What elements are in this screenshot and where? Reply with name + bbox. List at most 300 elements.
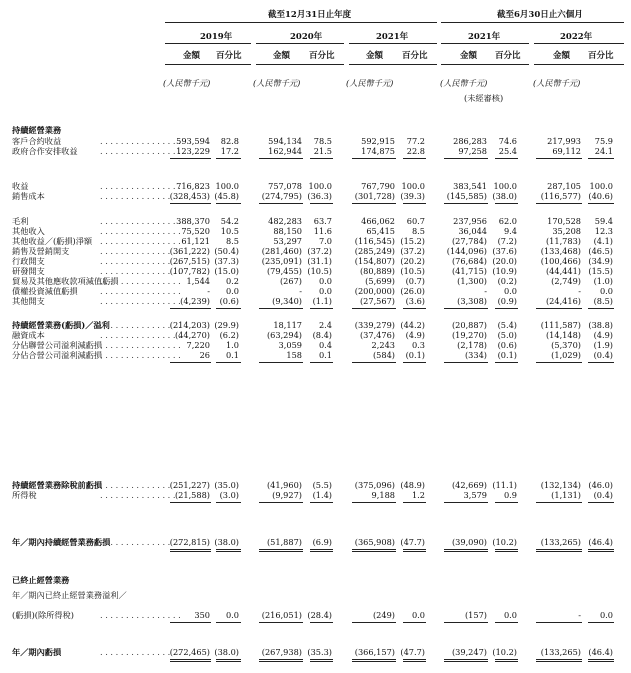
amount-cell: (214,203) [169, 320, 210, 330]
subtotal-rule [588, 622, 614, 623]
amount-cell: (37,476) [359, 330, 395, 340]
table-row [0, 256, 631, 266]
percent-column-heading: 百分比 [495, 51, 521, 61]
subheader-rule-2021 [349, 64, 437, 65]
percent-cell: (38.0) [492, 191, 517, 201]
subheader-rule-2019 [165, 64, 251, 65]
currency-unit-note: (人民幣千元) [440, 78, 488, 88]
amount-cell: (1,131) [551, 490, 581, 500]
amount-cell: (1,300) [457, 276, 487, 286]
percent-cell: 0.0 [411, 610, 425, 620]
subtotal-rule [170, 203, 211, 204]
row-label: 貿易及其他應收款項減值虧損 [12, 276, 119, 286]
percent-cell: (50.4) [214, 246, 239, 256]
total-double-rule [170, 549, 211, 552]
table-row [0, 191, 631, 201]
row-label: 年／期內持續經營業務虧損 [12, 537, 111, 547]
amount-cell: (5,699) [365, 276, 395, 286]
row-label: 融資成本 [12, 330, 45, 340]
percent-cell: (37.2) [400, 246, 425, 256]
subtotal-rule [352, 203, 396, 204]
amount-cell: (133,265) [540, 647, 581, 657]
percent-cell: (37.6) [492, 246, 517, 256]
percent-cell: 21.5 [313, 146, 332, 156]
row-label: 行政開支 [12, 256, 45, 266]
amount-cell: 350 [194, 610, 210, 620]
percent-cell: (1.4) [312, 490, 332, 500]
amount-cell: 158 [286, 350, 302, 360]
percent-cell: 0.1 [318, 350, 332, 360]
row-label: 年／期內虧損 [12, 647, 62, 657]
percent-cell: (29.9) [214, 320, 239, 330]
amount-cell: (301,728) [354, 191, 395, 201]
year-rule-interim-2021 [441, 43, 529, 44]
amount-cell: (3,308) [457, 296, 487, 306]
dot-leader: . . . . . . . . . . . . . . . . [100, 256, 181, 266]
percent-cell: (10.5) [307, 266, 332, 276]
subtotal-rule [216, 158, 241, 159]
row-label: 其他收入 [12, 226, 45, 236]
percent-cell: (11.1) [492, 480, 517, 490]
percent-cell: 78.5 [313, 136, 332, 146]
amount-cell: (80,889) [359, 266, 395, 276]
subtotal-rule [352, 308, 396, 309]
subtotal-rule [444, 622, 488, 623]
amount-cell: (267,938) [261, 647, 302, 657]
amount-cell: (157) [464, 610, 487, 620]
percent-cell: (7.2) [497, 236, 517, 246]
percent-cell: (38.0) [214, 537, 239, 547]
amount-cell: 35,208 [552, 226, 581, 236]
year-rule-2020 [256, 43, 344, 44]
percent-cell: (0.1) [497, 350, 517, 360]
amount-cell: 3,579 [463, 490, 487, 500]
percent-cell: (39.3) [400, 191, 425, 201]
dot-leader: . . . . . . . . . . . . . . . . [100, 236, 181, 246]
continuing-operations-heading: 持續經營業務 [12, 125, 62, 135]
total-double-rule [588, 549, 614, 552]
table-row [0, 226, 631, 236]
table-row [0, 296, 631, 306]
percent-cell: (1.1) [312, 296, 332, 306]
percent-cell: (48.9) [400, 480, 425, 490]
subtotal-rule [259, 203, 303, 204]
percent-cell: 62.0 [498, 216, 517, 226]
amount-cell: 61,121 [181, 236, 210, 246]
amount-cell: (133,468) [540, 246, 581, 256]
percent-cell: 74.6 [498, 136, 517, 146]
amount-cell: (41,960) [266, 480, 302, 490]
amount-cell: 594,134 [268, 136, 302, 146]
subtotal-rule [170, 158, 211, 159]
row-label: 其他開支 [12, 296, 45, 306]
year-2020-heading: 2020年 [290, 32, 323, 42]
percent-cell: (44.2) [400, 320, 425, 330]
row-label: 持續經營業務(虧損)／溢利 [12, 320, 110, 330]
amount-cell: (4,239) [180, 296, 210, 306]
amount-cell: (1,029) [551, 350, 581, 360]
percent-column-heading: 百分比 [588, 51, 614, 61]
amount-cell: 26 [199, 350, 210, 360]
amount-cell: (2,749) [551, 276, 581, 286]
row-label: 分佔聯營公司溢利減虧損 [12, 340, 103, 350]
total-double-rule [259, 549, 303, 552]
percent-cell: (47.7) [400, 647, 425, 657]
amount-cell: (44,270) [174, 330, 210, 340]
percent-cell: 0.0 [503, 286, 517, 296]
row-label: 銷售成本 [12, 191, 45, 201]
dot-leader: . . . . . . . . . . . . . . . . [100, 136, 181, 146]
total-double-rule [588, 659, 614, 662]
subtotal-rule [310, 203, 333, 204]
amount-cell: (328,453) [169, 191, 210, 201]
total-double-rule [352, 549, 396, 552]
amount-cell: - [578, 610, 581, 620]
annual-heading-rule [165, 22, 437, 23]
amount-cell: 286,283 [453, 136, 487, 146]
row-label: 客戶合約收益 [12, 136, 62, 146]
percent-cell: (28.4) [307, 610, 332, 620]
amount-cell: (9,927) [272, 490, 302, 500]
subtotal-rule [536, 362, 582, 363]
percent-cell: 0.1 [225, 350, 239, 360]
subtotal-rule [170, 622, 211, 623]
subtotal-rule [310, 502, 333, 503]
dot-leader: . . . . . . . . . . . . . . . . [100, 216, 181, 226]
percent-cell: (8.4) [312, 330, 332, 340]
subtotal-rule [444, 203, 488, 204]
amount-column-heading: 金額 [460, 51, 478, 61]
amount-cell: 3,059 [278, 340, 302, 350]
amount-cell: 75,520 [181, 226, 210, 236]
percent-cell: 100.0 [493, 181, 517, 191]
table-row [0, 490, 631, 500]
amount-cell: (334) [464, 350, 487, 360]
percent-cell: (5.5) [312, 480, 332, 490]
percent-cell: 60.7 [406, 216, 425, 226]
amount-cell: (63,294) [266, 330, 302, 340]
percent-cell: (1.9) [593, 340, 613, 350]
row-label: 研發開支 [12, 266, 45, 276]
interim-2022-heading: 2022年 [560, 32, 593, 42]
amount-cell: (251,227) [169, 480, 210, 490]
percent-cell: (0.1) [405, 350, 425, 360]
percent-cell: 100.0 [215, 181, 239, 191]
dot-leader: . . . . . . . . . . . . . . . . [100, 226, 181, 236]
amount-cell: (42,669) [451, 480, 487, 490]
table-row [0, 146, 631, 156]
percent-cell: (5.0) [497, 330, 517, 340]
dot-leader: . . . . . . . . . . . . . . . . [100, 286, 181, 296]
interim-heading-rule [441, 22, 624, 23]
subtotal-rule [495, 622, 518, 623]
subtotal-rule [444, 158, 488, 159]
subtotal-rule [403, 622, 426, 623]
amount-cell: (79,455) [266, 266, 302, 276]
percent-cell: (0.2) [497, 276, 517, 286]
percent-cell: (40.6) [588, 191, 613, 201]
amount-cell: - [578, 286, 581, 296]
subtotal-rule [495, 502, 518, 503]
percent-cell: 0.0 [225, 286, 239, 296]
percent-cell: 0.0 [225, 610, 239, 620]
amount-cell: 88,150 [273, 226, 302, 236]
subtotal-rule [444, 502, 488, 503]
total-double-rule [495, 659, 518, 662]
subtotal-rule [216, 203, 241, 204]
percent-cell: 0.9 [503, 490, 517, 500]
percent-cell: (20.0) [492, 256, 517, 266]
percent-cell: 7.0 [318, 236, 332, 246]
amount-cell: 53,297 [273, 236, 302, 246]
amount-cell: (145,585) [446, 191, 487, 201]
amount-cell: (339,279) [354, 320, 395, 330]
percent-cell: (0.4) [593, 350, 613, 360]
total-double-rule [403, 549, 426, 552]
percent-cell: (4.9) [593, 330, 613, 340]
total-double-rule [536, 549, 582, 552]
amount-cell: (100,466) [540, 256, 581, 266]
percent-cell: (37.2) [307, 246, 332, 256]
subtotal-rule [588, 502, 614, 503]
dot-leader: . . . . . . . . . . . . . . . . [100, 647, 181, 657]
amount-column-heading: 金額 [273, 51, 291, 61]
dot-leader: . . . . . . . . . . . . . . . . [100, 350, 181, 360]
table-row [0, 276, 631, 286]
year-2021-heading: 2021年 [376, 32, 409, 42]
currency-unit-note: (人民幣千元) [253, 78, 301, 88]
amount-cell: 36,044 [458, 226, 487, 236]
amount-cell: (216,051) [261, 610, 302, 620]
table-row [0, 266, 631, 276]
table-row [0, 246, 631, 256]
percent-cell: 17.2 [220, 146, 239, 156]
amount-cell: (274,795) [261, 191, 302, 201]
percent-cell: 59.4 [594, 216, 613, 226]
amount-cell: 2,243 [371, 340, 395, 350]
percent-cell: 10.5 [220, 226, 239, 236]
subtotal-rule [588, 158, 614, 159]
percent-cell: (34.9) [588, 256, 613, 266]
amount-cell: (365,908) [354, 537, 395, 547]
subtotal-rule [588, 203, 614, 204]
percent-cell: (10.9) [492, 266, 517, 276]
subtotal-rule [259, 502, 303, 503]
discontinued-operations-heading: 已終止經營業務 [12, 575, 70, 585]
percent-cell: 2.4 [318, 320, 332, 330]
subtotal-rule [259, 308, 303, 309]
amount-cell: (24,416) [545, 296, 581, 306]
percent-cell: (3.0) [219, 490, 239, 500]
amount-cell: (11,783) [545, 236, 581, 246]
percent-column-heading: 百分比 [309, 51, 335, 61]
subtotal-rule [403, 203, 426, 204]
percent-cell: (15.0) [214, 266, 239, 276]
dot-leader: . . . . . . . . . . . . . . . . [100, 191, 181, 201]
percent-cell: 1.2 [411, 490, 425, 500]
amount-cell: (154,807) [354, 256, 395, 266]
subtotal-rule [495, 362, 518, 363]
annual-period-heading: 截至12月31日止年度 [268, 10, 352, 20]
amount-cell: (39,090) [451, 537, 487, 547]
subtotal-rule [352, 158, 396, 159]
subtotal-rule [495, 308, 518, 309]
subtotal-rule [259, 158, 303, 159]
interim-period-heading: 截至6月30日止六個月 [497, 10, 583, 20]
percent-cell: (0.6) [497, 340, 517, 350]
dot-leader: . . . . . . . . . . . . . . . . [100, 266, 181, 276]
percent-cell: (31.1) [307, 256, 332, 266]
percent-cell: (20.2) [400, 256, 425, 266]
subheader-rule-2020 [256, 64, 344, 65]
percent-cell: (0.4) [593, 490, 613, 500]
year-rule-2019 [165, 43, 251, 44]
amount-cell: 162,944 [268, 146, 302, 156]
amount-cell: (9,340) [272, 296, 302, 306]
row-label: 銷售及營銷開支 [12, 246, 70, 256]
dot-leader: . . . . . . . . . . . . . . . . [100, 246, 181, 256]
dot-leader: . . . . . . . . . . . . . . . . [100, 480, 181, 490]
amount-cell: (249) [372, 610, 395, 620]
table-row [0, 320, 631, 330]
amount-cell: (19,270) [451, 330, 487, 340]
percent-cell: (26.0) [400, 286, 425, 296]
amount-cell: (39,247) [451, 647, 487, 657]
percent-cell: (15.5) [588, 266, 613, 276]
subheader-rule-interim-2021 [441, 64, 529, 65]
amount-cell: (41,715) [451, 266, 487, 276]
amount-cell: (111,587) [540, 320, 581, 330]
amount-cell: (76,684) [451, 256, 487, 266]
percent-cell: 0.0 [599, 286, 613, 296]
percent-cell: 0.3 [411, 340, 425, 350]
dot-leader: . . . . . . . . . . . . . . . . [100, 537, 181, 547]
table-row [0, 330, 631, 340]
amount-cell: 482,283 [268, 216, 302, 226]
percent-cell: 22.8 [406, 146, 425, 156]
amount-cell: 593,594 [176, 136, 210, 146]
amount-cell: (272,815) [169, 537, 210, 547]
subtotal-rule [536, 158, 582, 159]
amount-cell: 466,062 [361, 216, 395, 226]
amount-cell: (116,545) [354, 236, 395, 246]
subtotal-rule [259, 362, 303, 363]
amount-cell: 383,541 [453, 181, 487, 191]
row-label: 收益 [12, 181, 29, 191]
percent-cell: 75.9 [594, 136, 613, 146]
subtotal-rule [444, 362, 488, 363]
row-label: 所得稅 [12, 490, 37, 500]
amount-cell: (375,096) [354, 480, 395, 490]
percent-cell: 25.4 [498, 146, 517, 156]
row-label: 債權投資減值虧損 [12, 286, 78, 296]
percent-column-heading: 百分比 [216, 51, 242, 61]
amount-cell: (132,134) [540, 480, 581, 490]
subtotal-rule [403, 308, 426, 309]
amount-cell: (144,096) [446, 246, 487, 256]
total-double-rule [444, 659, 488, 662]
amount-cell: (200,000) [354, 286, 395, 296]
amount-cell: (107,782) [169, 266, 210, 276]
amount-cell: 69,112 [552, 146, 581, 156]
table-row [0, 236, 631, 246]
percent-cell: 0.0 [318, 286, 332, 296]
subtotal-rule [536, 203, 582, 204]
total-double-rule [495, 549, 518, 552]
amount-cell: (27,567) [359, 296, 395, 306]
table-row [0, 537, 631, 547]
subtotal-rule [403, 362, 426, 363]
amount-cell: (285,249) [354, 246, 395, 256]
percent-cell: 8.5 [225, 236, 239, 246]
subtotal-rule [259, 622, 303, 623]
amount-cell: 18,117 [273, 320, 302, 330]
subtotal-rule [310, 622, 333, 623]
amount-cell: (5,370) [551, 340, 581, 350]
percent-cell: (0.6) [219, 296, 239, 306]
amount-cell: (584) [372, 350, 395, 360]
amount-cell: 388,370 [176, 216, 210, 226]
dot-leader: . . . . . . . . . . . . . . . . [100, 296, 181, 306]
percent-cell: 24.1 [594, 146, 613, 156]
row-label: 政府合作安排收益 [12, 146, 78, 156]
percent-cell: (38.0) [214, 647, 239, 657]
total-double-rule [216, 659, 241, 662]
amount-cell: (51,887) [266, 537, 302, 547]
row-label: (虧損)(除所得稅) [12, 610, 74, 620]
subtotal-rule [216, 622, 241, 623]
subtotal-rule [310, 308, 333, 309]
row-label: 分佔合營公司溢利減虧損 [12, 350, 103, 360]
amount-cell: (27,784) [451, 236, 487, 246]
amount-cell: (44,441) [545, 266, 581, 276]
percent-cell: 100.0 [308, 181, 332, 191]
percent-cell: (3.6) [405, 296, 425, 306]
percent-cell: 0.0 [503, 610, 517, 620]
percent-cell: (15.2) [400, 236, 425, 246]
amount-column-heading: 金額 [183, 51, 201, 61]
total-double-rule [444, 549, 488, 552]
subtotal-rule [352, 362, 396, 363]
amount-cell: 287,105 [547, 181, 581, 191]
percent-cell: 11.6 [313, 226, 332, 236]
year-rule-2021 [349, 43, 437, 44]
percent-cell: 0.0 [599, 610, 613, 620]
table-row [0, 610, 631, 620]
percent-cell: (38.8) [588, 320, 613, 330]
dot-leader: . . . . . . . . . . . . . . . . [100, 340, 181, 350]
table-row [0, 480, 631, 490]
interim-2021-heading: 2021年 [468, 32, 501, 42]
subtotal-rule [536, 502, 582, 503]
amount-cell: 174,875 [361, 146, 395, 156]
table-row [0, 350, 631, 360]
subtotal-rule [352, 502, 396, 503]
percent-cell: 12.3 [594, 226, 613, 236]
total-double-rule [310, 659, 333, 662]
subtotal-rule [170, 362, 211, 363]
percent-cell: (10.5) [400, 266, 425, 276]
table-row [0, 181, 631, 191]
table-row [0, 340, 631, 350]
table-row [0, 647, 631, 657]
amount-cell: (2,178) [457, 340, 487, 350]
currency-unit-note: (人民幣千元) [163, 78, 211, 88]
subtotal-rule [536, 308, 582, 309]
amount-cell: (361,222) [169, 246, 210, 256]
subtotal-rule [536, 622, 582, 623]
percent-cell: (10.2) [492, 537, 517, 547]
